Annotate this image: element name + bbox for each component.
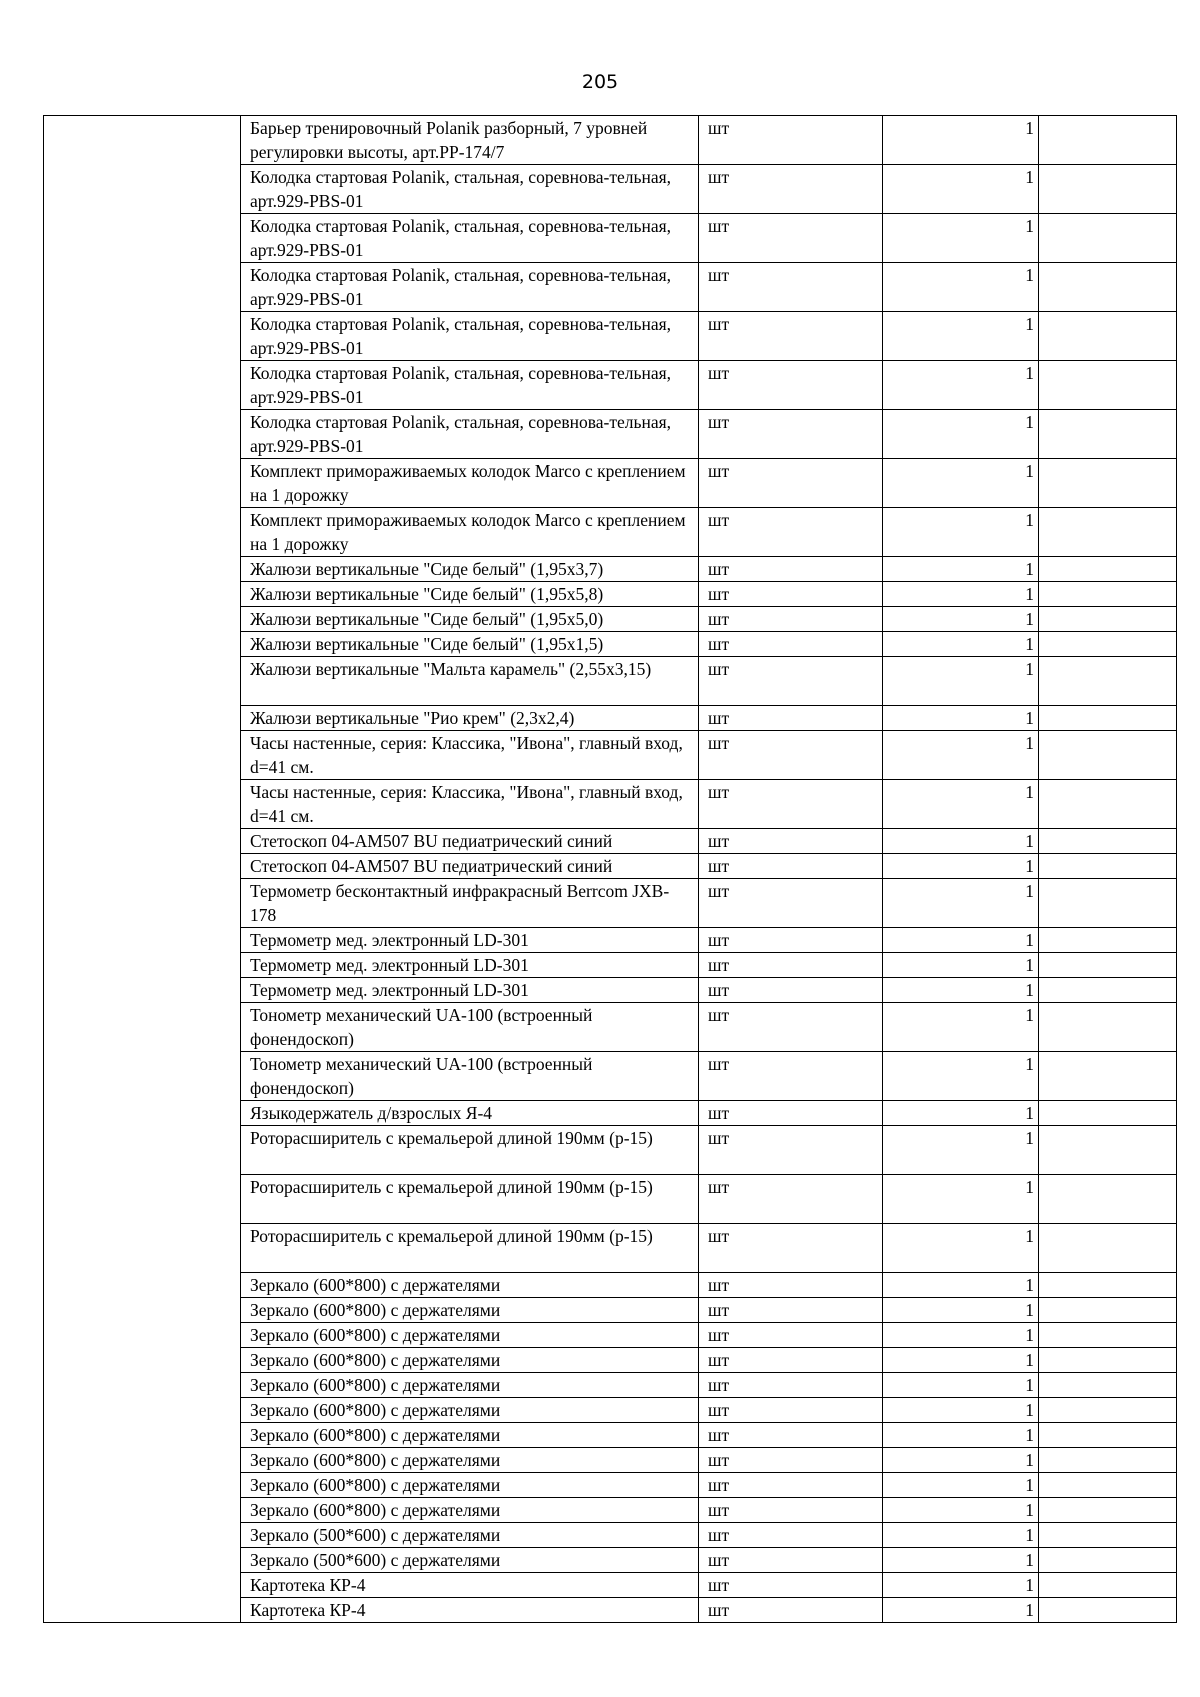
quantity-cell: 1: [883, 1323, 1039, 1348]
item-name-cell: Зеркало (600*800) с держателями: [241, 1348, 699, 1373]
note-cell: [1039, 557, 1177, 582]
note-cell: [1039, 1126, 1177, 1175]
unit-cell: шт: [699, 165, 883, 214]
note-cell: [1039, 165, 1177, 214]
quantity-cell: 1: [883, 1126, 1039, 1175]
unit-cell: шт: [699, 1373, 883, 1398]
item-name-cell: Языкодержатель д/взрослых Я-4: [241, 1101, 699, 1126]
item-name-cell: Термометр бесконтактный инфракрасный Berrcom JXB-178: [241, 879, 699, 928]
quantity-cell: 1: [883, 632, 1039, 657]
quantity-cell: 1: [883, 731, 1039, 780]
note-cell: [1039, 1398, 1177, 1423]
quantity-cell: 1: [883, 1448, 1039, 1473]
quantity-cell: 1: [883, 1003, 1039, 1052]
item-name-cell: Колодка стартовая Polanik, стальная, соревнова-тельная, арт.929-PBS-01: [241, 214, 699, 263]
note-cell: [1039, 829, 1177, 854]
note-cell: [1039, 410, 1177, 459]
note-cell: [1039, 978, 1177, 1003]
unit-cell: шт: [699, 632, 883, 657]
item-name-cell: Зеркало (500*600) с держателями: [241, 1523, 699, 1548]
item-name-cell: Зеркало (600*800) с держателями: [241, 1273, 699, 1298]
unit-cell: шт: [699, 879, 883, 928]
unit-cell: шт: [699, 1473, 883, 1498]
quantity-cell: 1: [883, 1175, 1039, 1224]
quantity-cell: 1: [883, 854, 1039, 879]
quantity-cell: 1: [883, 459, 1039, 508]
quantity-cell: 1: [883, 1523, 1039, 1548]
quantity-cell: 1: [883, 116, 1039, 165]
item-name-cell: Зеркало (600*800) с держателями: [241, 1498, 699, 1523]
note-cell: [1039, 706, 1177, 731]
inventory-table: [43, 115, 1177, 1623]
item-name-cell: Тонометр механический UA-100 (встроенный фонендоскоп): [241, 1052, 699, 1101]
unit-cell: шт: [699, 1548, 883, 1573]
unit-cell: шт: [699, 829, 883, 854]
item-name-cell: Картотека КР-4: [241, 1573, 699, 1598]
unit-cell: шт: [699, 928, 883, 953]
note-cell: [1039, 1523, 1177, 1548]
item-name-cell: Зеркало (500*600) с держателями: [241, 1548, 699, 1573]
quantity-cell: 1: [883, 263, 1039, 312]
note-cell: [1039, 1423, 1177, 1448]
note-cell: [1039, 607, 1177, 632]
item-name-cell: Комплект примораживаемых колодок Marco с креплением на 1 дорожку: [241, 508, 699, 557]
unit-cell: шт: [699, 263, 883, 312]
unit-cell: шт: [699, 557, 883, 582]
unit-cell: шт: [699, 1448, 883, 1473]
unit-cell: шт: [699, 1398, 883, 1423]
item-name-cell: Зеркало (600*800) с держателями: [241, 1398, 699, 1423]
unit-cell: шт: [699, 1323, 883, 1348]
quantity-cell: 1: [883, 1298, 1039, 1323]
quantity-cell: 1: [883, 312, 1039, 361]
note-cell: [1039, 214, 1177, 263]
quantity-cell: 1: [883, 508, 1039, 557]
item-name-cell: Колодка стартовая Polanik, стальная, соревнова-тельная, арт.929-PBS-01: [241, 361, 699, 410]
table-row: [44, 116, 1177, 165]
unit-cell: шт: [699, 1498, 883, 1523]
unit-cell: шт: [699, 1101, 883, 1126]
item-name-cell: Стетоскоп 04-AM507 BU педиатрический синий: [241, 829, 699, 854]
note-cell: [1039, 1348, 1177, 1373]
note-cell: [1039, 1473, 1177, 1498]
item-name-cell: Термометр мед. электронный LD-301: [241, 953, 699, 978]
quantity-cell: 1: [883, 978, 1039, 1003]
note-cell: [1039, 1298, 1177, 1323]
item-name-cell: Колодка стартовая Polanik, стальная, соревнова-тельная, арт.929-PBS-01: [241, 263, 699, 312]
item-name-cell: Часы настенные, серия: Классика, "Ивона", главный вход, d=41 см.: [241, 780, 699, 829]
item-name-cell: Стетоскоп 04-AM507 BU педиатрический синий: [241, 854, 699, 879]
unit-cell: шт: [699, 312, 883, 361]
item-name-cell: Термометр мед. электронный LD-301: [241, 928, 699, 953]
quantity-cell: 1: [883, 1052, 1039, 1101]
note-cell: [1039, 780, 1177, 829]
unit-cell: шт: [699, 582, 883, 607]
item-name-cell: Часы настенные, серия: Классика, "Ивона", главный вход, d=41 см.: [241, 731, 699, 780]
item-name-cell: Тонометр механический UA-100 (встроенный фонендоскоп): [241, 1003, 699, 1052]
note-cell: [1039, 116, 1177, 165]
quantity-cell: 1: [883, 953, 1039, 978]
quantity-cell: 1: [883, 706, 1039, 731]
quantity-cell: 1: [883, 1348, 1039, 1373]
item-name-cell: Жалюзи вертикальные "Сиде белый" (1,95х1,5): [241, 632, 699, 657]
unit-cell: шт: [699, 978, 883, 1003]
note-cell: [1039, 1498, 1177, 1523]
item-name-cell: Жалюзи вертикальные "Рио крем" (2,3х2,4): [241, 706, 699, 731]
note-cell: [1039, 657, 1177, 706]
quantity-cell: 1: [883, 1498, 1039, 1523]
quantity-cell: 1: [883, 1101, 1039, 1126]
item-name-cell: Колодка стартовая Polanik, стальная, соревнова-тельная, арт.929-PBS-01: [241, 312, 699, 361]
unit-cell: шт: [699, 214, 883, 263]
unit-cell: шт: [699, 731, 883, 780]
note-cell: [1039, 582, 1177, 607]
quantity-cell: 1: [883, 582, 1039, 607]
note-cell: [1039, 1448, 1177, 1473]
unit-cell: шт: [699, 508, 883, 557]
unit-cell: шт: [699, 1052, 883, 1101]
item-name-cell: Комплект примораживаемых колодок Marco с креплением на 1 дорожку: [241, 459, 699, 508]
note-cell: [1039, 1224, 1177, 1273]
unit-cell: шт: [699, 706, 883, 731]
note-cell: [1039, 1548, 1177, 1573]
note-cell: [1039, 1052, 1177, 1101]
item-name-cell: Роторасширитель с кремальерой длиной 190мм (р-15): [241, 1126, 699, 1175]
unit-cell: шт: [699, 1348, 883, 1373]
item-name-cell: Жалюзи вертикальные "Мальта карамель" (2,55х3,15): [241, 657, 699, 706]
note-cell: [1039, 879, 1177, 928]
unit-cell: шт: [699, 459, 883, 508]
unit-cell: шт: [699, 1273, 883, 1298]
note-cell: [1039, 312, 1177, 361]
unit-cell: шт: [699, 1126, 883, 1175]
quantity-cell: 1: [883, 1548, 1039, 1573]
note-cell: [1039, 508, 1177, 557]
unit-cell: шт: [699, 607, 883, 632]
item-name-cell: Роторасширитель с кремальерой длиной 190мм (р-15): [241, 1175, 699, 1224]
quantity-cell: 1: [883, 1573, 1039, 1598]
note-cell: [1039, 1373, 1177, 1398]
unit-cell: шт: [699, 116, 883, 165]
row-number-cell: [44, 116, 241, 1623]
note-cell: [1039, 1323, 1177, 1348]
note-cell: [1039, 731, 1177, 780]
quantity-cell: 1: [883, 557, 1039, 582]
quantity-cell: 1: [883, 410, 1039, 459]
quantity-cell: 1: [883, 361, 1039, 410]
quantity-cell: 1: [883, 1473, 1039, 1498]
quantity-cell: 1: [883, 165, 1039, 214]
item-name-cell: Зеркало (600*800) с держателями: [241, 1423, 699, 1448]
quantity-cell: 1: [883, 607, 1039, 632]
unit-cell: шт: [699, 1003, 883, 1052]
quantity-cell: 1: [883, 928, 1039, 953]
quantity-cell: 1: [883, 1373, 1039, 1398]
unit-cell: шт: [699, 953, 883, 978]
quantity-cell: 1: [883, 657, 1039, 706]
note-cell: [1039, 928, 1177, 953]
item-name-cell: Жалюзи вертикальные "Сиде белый" (1,95х5,0): [241, 607, 699, 632]
quantity-cell: 1: [883, 1423, 1039, 1448]
item-name-cell: Барьер тренировочный Polanik разборный, 7 уровней регулировки высоты, арт.PP-174/7: [241, 116, 699, 165]
quantity-cell: 1: [883, 780, 1039, 829]
item-name-cell: Колодка стартовая Polanik, стальная, соревнова-тельная, арт.929-PBS-01: [241, 165, 699, 214]
item-name-cell: Термометр мед. электронный LD-301: [241, 978, 699, 1003]
note-cell: [1039, 1573, 1177, 1598]
item-name-cell: Зеркало (600*800) с держателями: [241, 1298, 699, 1323]
unit-cell: шт: [699, 1298, 883, 1323]
unit-cell: шт: [699, 1523, 883, 1548]
unit-cell: шт: [699, 657, 883, 706]
quantity-cell: 1: [883, 1224, 1039, 1273]
note-cell: [1039, 1175, 1177, 1224]
note-cell: [1039, 1273, 1177, 1298]
item-name-cell: Зеркало (600*800) с держателями: [241, 1448, 699, 1473]
quantity-cell: 1: [883, 1273, 1039, 1298]
unit-cell: шт: [699, 1175, 883, 1224]
unit-cell: шт: [699, 410, 883, 459]
item-name-cell: Жалюзи вертикальные "Сиде белый" (1,95х3,7): [241, 557, 699, 582]
note-cell: [1039, 953, 1177, 978]
unit-cell: шт: [699, 854, 883, 879]
quantity-cell: 1: [883, 1398, 1039, 1423]
quantity-cell: 1: [883, 1598, 1039, 1623]
item-name-cell: Зеркало (600*800) с держателями: [241, 1323, 699, 1348]
item-name-cell: Картотека КР-4: [241, 1598, 699, 1623]
item-name-cell: Зеркало (600*800) с держателями: [241, 1473, 699, 1498]
item-name-cell: Роторасширитель с кремальерой длиной 190мм (р-15): [241, 1224, 699, 1273]
item-name-cell: Колодка стартовая Polanik, стальная, соревнова-тельная, арт.929-PBS-01: [241, 410, 699, 459]
note-cell: [1039, 361, 1177, 410]
note-cell: [1039, 459, 1177, 508]
note-cell: [1039, 1101, 1177, 1126]
item-name-cell: Жалюзи вертикальные "Сиде белый" (1,95х5,8): [241, 582, 699, 607]
item-name-cell: Зеркало (600*800) с держателями: [241, 1373, 699, 1398]
note-cell: [1039, 1003, 1177, 1052]
inventory-table-body: [44, 116, 1177, 1623]
quantity-cell: 1: [883, 214, 1039, 263]
note-cell: [1039, 632, 1177, 657]
quantity-cell: 1: [883, 879, 1039, 928]
note-cell: [1039, 263, 1177, 312]
unit-cell: шт: [699, 1598, 883, 1623]
unit-cell: шт: [699, 1224, 883, 1273]
page-number: 205: [581, 71, 619, 93]
unit-cell: шт: [699, 361, 883, 410]
unit-cell: шт: [699, 780, 883, 829]
unit-cell: шт: [699, 1573, 883, 1598]
unit-cell: шт: [699, 1423, 883, 1448]
note-cell: [1039, 854, 1177, 879]
note-cell: [1039, 1598, 1177, 1623]
quantity-cell: 1: [883, 829, 1039, 854]
